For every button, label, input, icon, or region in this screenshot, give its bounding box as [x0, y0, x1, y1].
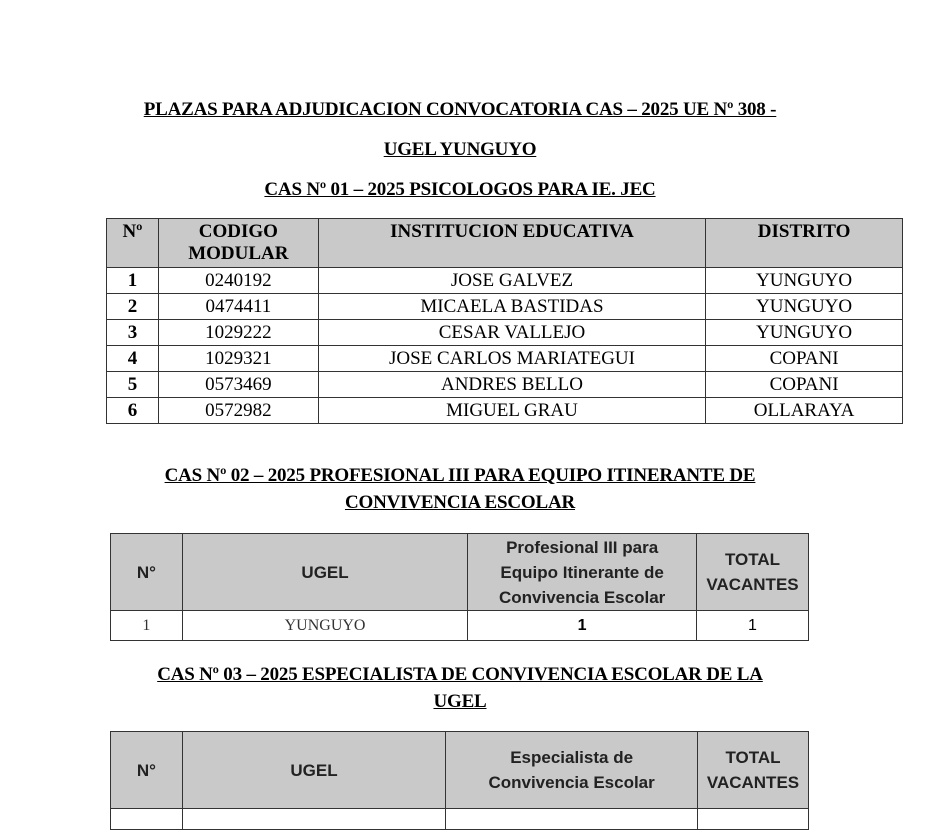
table-row — [111, 611, 809, 641]
cell-total-vacantes: 1 — [697, 611, 809, 641]
section2-title-line2: CONVIVENCIA ESCOLAR — [344, 492, 576, 513]
cell-institucion: MIGUEL GRAU — [318, 398, 705, 424]
table-row — [107, 320, 903, 346]
table-row — [107, 346, 903, 372]
especialista-table — [110, 731, 809, 830]
cell-numero: 1 — [107, 268, 159, 294]
col-header-ugel: UGEL — [182, 732, 445, 809]
table-header-row — [107, 219, 903, 268]
document-subtitle: UGEL YUNGUYO — [383, 139, 537, 160]
cell-profesional: 1 — [468, 611, 697, 641]
cell-empty — [446, 809, 698, 830]
section3-title-line2: UGEL — [433, 691, 487, 712]
table-header-row — [111, 534, 809, 611]
cell-numero: 6 — [107, 398, 159, 424]
cell-institucion: ANDRES BELLO — [318, 372, 705, 398]
col-header-profesional: Profesional III para Equipo Itinerante de Convivencia Escolar — [468, 534, 697, 611]
col-header-codigo-modular: CODIGO MODULAR — [158, 219, 318, 268]
cell-ugel: YUNGUYO — [182, 611, 467, 641]
section3-title-line1: CAS Nº 03 – 2025 ESPECIALISTA DE CONVIVENCIA ESCOLAR DE LA — [157, 664, 763, 685]
psicologos-table — [106, 218, 903, 424]
cell-distrito: COPANI — [706, 372, 903, 398]
col-header-total-vacantes: TOTAL VACANTES — [697, 534, 809, 611]
cell-codigo: 1029222 — [158, 320, 318, 346]
cell-distrito: YUNGUYO — [706, 294, 903, 320]
table-header-row — [111, 732, 809, 809]
cell-distrito: OLLARAYA — [706, 398, 903, 424]
col-header-numero: N° — [111, 534, 183, 611]
cell-codigo: 0240192 — [158, 268, 318, 294]
table-row — [107, 268, 903, 294]
cell-institucion: JOSE GALVEZ — [318, 268, 705, 294]
cell-distrito: YUNGUYO — [706, 268, 903, 294]
col-header-numero: Nº — [107, 219, 159, 268]
col-header-institucion: INSTITUCION EDUCATIVA — [318, 219, 705, 268]
equipo-itinerante-table — [110, 533, 809, 641]
col-header-distrito: DISTRITO — [706, 219, 903, 268]
cell-institucion: JOSE CARLOS MARIATEGUI — [318, 346, 705, 372]
cell-distrito: YUNGUYO — [706, 320, 903, 346]
cell-numero: 4 — [107, 346, 159, 372]
table-row — [107, 398, 903, 424]
col-header-total-vacantes: TOTAL VACANTES — [698, 732, 809, 809]
cell-empty — [111, 809, 183, 830]
cell-codigo: 0474411 — [158, 294, 318, 320]
cell-numero: 1 — [111, 611, 183, 641]
cell-codigo: 0572982 — [158, 398, 318, 424]
section2-title-line1: CAS Nº 02 – 2025 PROFESIONAL III PARA EQUIPO ITINERANTE DE — [164, 465, 756, 486]
table-row — [111, 809, 809, 830]
cell-distrito: COPANI — [706, 346, 903, 372]
cell-codigo: 1029321 — [158, 346, 318, 372]
cell-empty — [182, 809, 445, 830]
cell-numero: 3 — [107, 320, 159, 346]
table-row — [107, 372, 903, 398]
cell-numero: 2 — [107, 294, 159, 320]
document-title: PLAZAS PARA ADJUDICACION CONVOCATORIA CAS – 2025 UE Nº 308 - — [143, 99, 777, 120]
cell-empty — [698, 809, 809, 830]
cell-numero: 5 — [107, 372, 159, 398]
cell-institucion: MICAELA BASTIDAS — [318, 294, 705, 320]
col-header-numero: N° — [111, 732, 183, 809]
cell-codigo: 0573469 — [158, 372, 318, 398]
section1-title: CAS Nº 01 – 2025 PSICOLOGOS PARA IE. JEC — [264, 179, 656, 200]
col-header-ugel: UGEL — [182, 534, 467, 611]
table-row — [107, 294, 903, 320]
col-header-especialista: Especialista de Convivencia Escolar — [446, 732, 698, 809]
cell-institucion: CESAR VALLEJO — [318, 320, 705, 346]
